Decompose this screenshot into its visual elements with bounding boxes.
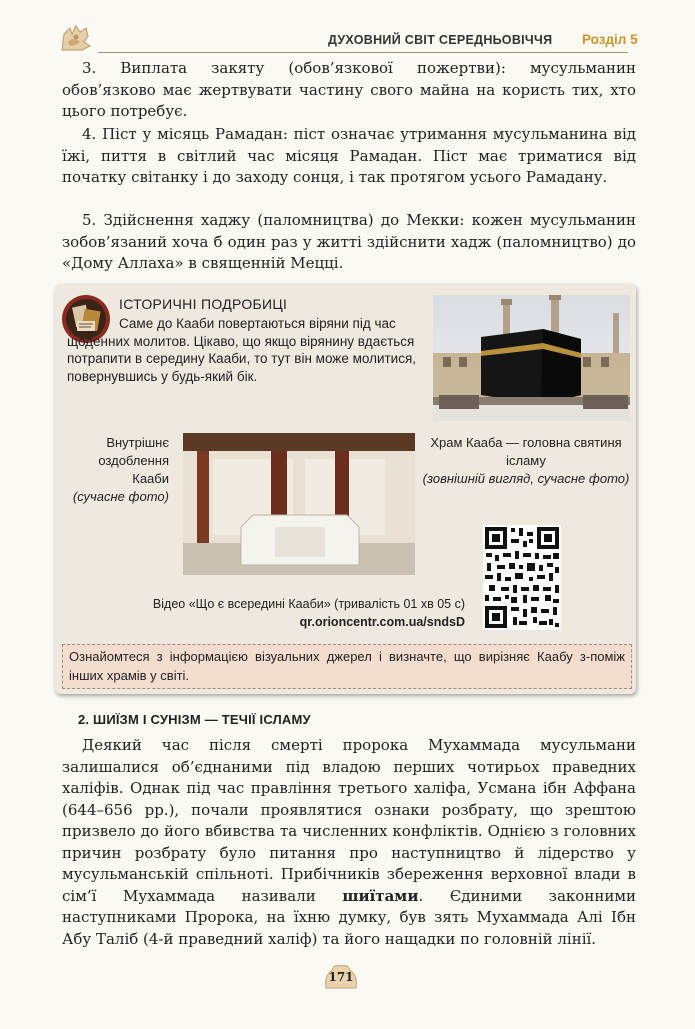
chapter-title: ДУХОВНИЙ СВІТ СЕРЕДНЬОВІЧЧЯ — [328, 33, 553, 47]
video-link[interactable]: qr.orioncentr.com.ua/sndsD — [299, 615, 465, 629]
kaaba-exterior-caption: Храм Кааба — головна святиня ісламу (зовнішній вигляд, сучасне фото) — [422, 435, 630, 486]
section-label: Розділ 5 — [582, 32, 638, 47]
ornament-emblem-icon — [58, 20, 94, 56]
historical-details-box — [55, 284, 636, 694]
page-header — [58, 20, 668, 60]
box-title: ІСТОРИЧНІ ПОДРОБИЦІ — [119, 296, 288, 312]
box-text: Саме до Кааби повертаються віряни під час щоденних молитов. Цікаво, що якщо вірянину вдається потрапити в середину Кааби, то тут він може молитися, повернувшись у будь-який бік. — [67, 316, 417, 384]
video-title: Відео «Що є всередині Кааби» (тривалість 01 хв 05 с) — [152, 597, 465, 611]
qr-code-icon[interactable] — [483, 525, 561, 630]
kaaba-exterior-photo — [433, 295, 630, 421]
section-heading: 2. ШИЇЗМ І СУНІЗМ — ТЕЧІЇ ІСЛАМУ — [78, 712, 311, 727]
kaaba-interior-photo — [183, 433, 415, 575]
paragraph-hajj: 5. Здійснення хаджу (паломництва) до Мекки: кожен мусульманин зобов’язаний хоча б один раз у житті здійснити хадж (паломництво) до «Дому Аллаха» в священній Мецці. — [62, 211, 636, 272]
paragraph-zakat: 3. Виплата закяту (обов’язкової пожертви): мусульманин обов’язково має жертвувати частину свого майна на користь тих, хто цього потребує. — [62, 59, 636, 120]
task-box: Ознайомтеся з інформацією візуальних джерел і визначте, що вирізняє Каабу з-поміж інших храмів у світі. — [62, 644, 632, 689]
header-rule — [98, 52, 628, 53]
kaaba-interior-caption: Внутрішнє оздоблення Кааби (сучасне фото) — [72, 435, 169, 504]
page-number: 171 — [322, 962, 360, 994]
paragraph-shiism: Деякий час після смерті пророка Мухаммада мусульмани залишалися об’єднаними під владою перших чотирьох праведних халіфів. Однак під час правління третього халіфа, Усмана ібн Аффана (644–656 рр.), почали проявлятися ознаки розбрату, що зрештою призвело до його вбивства та численних конфліктів. Однією з головних причин розбрату було питання про наступництво й лідерство у мусульманській спільноті. Прибічників збереження верховної влади в сім’ї Мухаммада називали шиїтами. Єдиними законними наступниками Пророка, на їхню думку, був зять Мухаммада Алі Ібн Абу Таліб (4-й праведний халіф) та його нащадки по головній лінії. — [62, 736, 636, 948]
paragraph-ramadan: 4. Піст у місяць Рамадан: піст означає утримання мусульманина від їжі, пиття в світлий час місяця Рамадан. Піст має триматися від початку світанку і до заходу сонця, і так протягом усього Рамадану. — [62, 125, 636, 186]
video-reference — [75, 595, 465, 631]
term-shiites: шиїтами — [342, 886, 419, 905]
